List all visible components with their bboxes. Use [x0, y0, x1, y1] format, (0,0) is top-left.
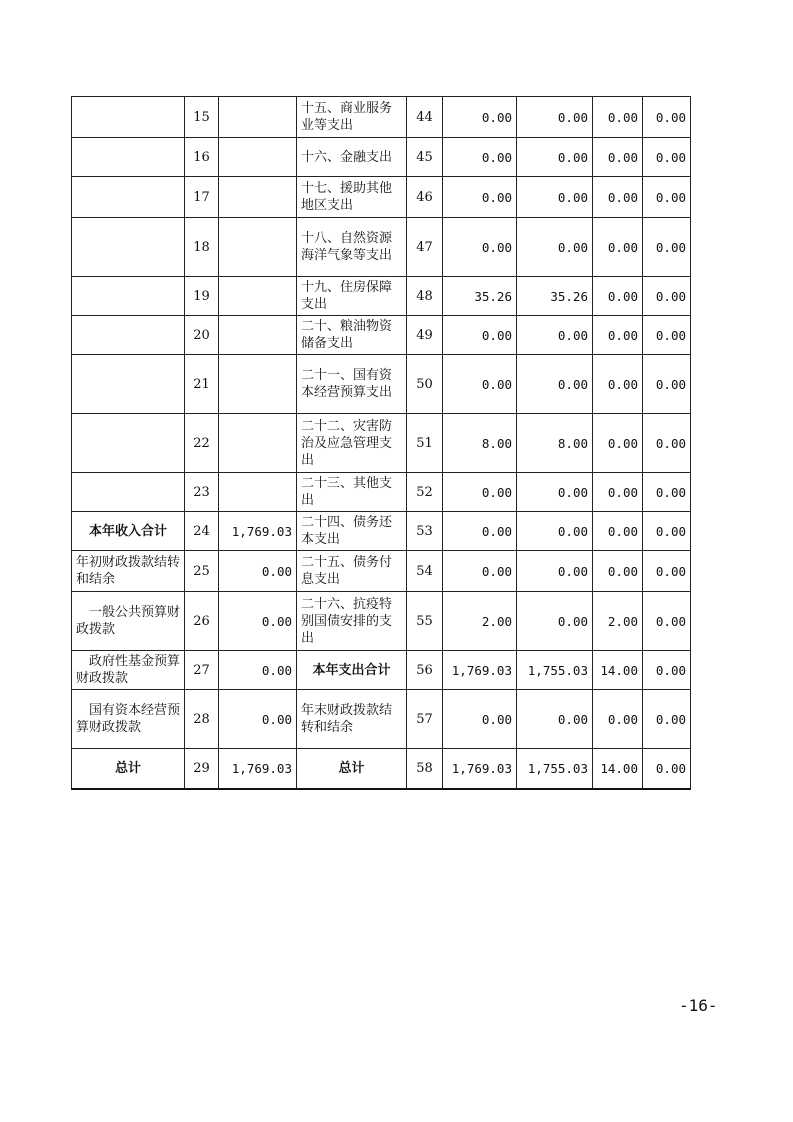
- income-row-number: 22: [185, 414, 219, 473]
- expense-fund-budget: 0.00: [593, 690, 643, 749]
- income-label: 总计: [72, 749, 185, 789]
- income-row-number: 16: [185, 138, 219, 177]
- expense-label: 二十四、债务还本支出: [297, 512, 407, 551]
- income-amount: [219, 414, 297, 473]
- income-label: [72, 316, 185, 355]
- table-row: [72, 97, 691, 138]
- expense-row-number: 44: [407, 97, 443, 138]
- expense-state-capital: 0.00: [643, 316, 691, 355]
- income-amount: [219, 473, 297, 512]
- income-label: 一般公共预算财政拨款: [72, 592, 185, 651]
- income-label: 年初财政拨款结转和结余: [72, 551, 185, 592]
- income-label: [72, 414, 185, 473]
- expense-fund-budget: 0.00: [593, 551, 643, 592]
- expense-fund-budget: 14.00: [593, 749, 643, 789]
- expense-total: 1,769.03: [443, 749, 517, 789]
- expense-label: 总计: [297, 749, 407, 789]
- income-amount: [219, 218, 297, 277]
- income-amount: 1,769.03: [219, 749, 297, 789]
- expense-row-number: 46: [407, 177, 443, 218]
- expense-fund-budget: 0.00: [593, 97, 643, 138]
- expense-state-capital: 0.00: [643, 97, 691, 138]
- income-label: 政府性基金预算财政拨款: [72, 651, 185, 690]
- table-row: [72, 177, 691, 218]
- expense-label: 十七、援助其他地区支出: [297, 177, 407, 218]
- expense-general-budget: 1,755.03: [517, 651, 593, 690]
- expense-total: 0.00: [443, 355, 517, 414]
- expense-label: 二十二、灾害防治及应急管理支出: [297, 414, 407, 473]
- income-amount: [219, 277, 297, 316]
- expense-total: 0.00: [443, 473, 517, 512]
- expense-general-budget: 0.00: [517, 138, 593, 177]
- expense-general-budget: 1,755.03: [517, 749, 593, 789]
- expense-state-capital: 0.00: [643, 551, 691, 592]
- income-label: [72, 218, 185, 277]
- income-label: [72, 473, 185, 512]
- expense-fund-budget: 2.00: [593, 592, 643, 651]
- budget-table: [71, 96, 691, 790]
- expense-state-capital: 0.00: [643, 277, 691, 316]
- expense-state-capital: 0.00: [643, 177, 691, 218]
- expense-label: 二十六、抗疫特别国债安排的支出: [297, 592, 407, 651]
- table-row: [72, 138, 691, 177]
- expense-row-number: 56: [407, 651, 443, 690]
- table-row: [72, 651, 691, 690]
- expense-fund-budget: 0.00: [593, 473, 643, 512]
- expense-label: 十六、金融支出: [297, 138, 407, 177]
- expense-label: 年末财政拨款结转和结余: [297, 690, 407, 749]
- expense-label: 二十三、其他支出: [297, 473, 407, 512]
- expense-total: 0.00: [443, 177, 517, 218]
- expense-state-capital: 0.00: [643, 355, 691, 414]
- income-label: [72, 355, 185, 414]
- table-row: [72, 218, 691, 277]
- income-amount: [219, 355, 297, 414]
- income-row-number: 28: [185, 690, 219, 749]
- expense-state-capital: 0.00: [643, 218, 691, 277]
- income-label: 国有资本经营预算财政拨款: [72, 690, 185, 749]
- income-row-number: 18: [185, 218, 219, 277]
- expense-state-capital: 0.00: [643, 749, 691, 789]
- income-amount: [219, 316, 297, 355]
- expense-state-capital: 0.00: [643, 473, 691, 512]
- expense-general-budget: 0.00: [517, 355, 593, 414]
- income-amount: 1,769.03: [219, 512, 297, 551]
- expense-row-number: 58: [407, 749, 443, 789]
- expense-total: 0.00: [443, 551, 517, 592]
- expense-general-budget: 0.00: [517, 551, 593, 592]
- expense-fund-budget: 0.00: [593, 316, 643, 355]
- table-row: [72, 512, 691, 551]
- expense-state-capital: 0.00: [643, 138, 691, 177]
- income-amount: [219, 177, 297, 218]
- table-row: [72, 414, 691, 473]
- expense-general-budget: 0.00: [517, 97, 593, 138]
- expense-fund-budget: 0.00: [593, 355, 643, 414]
- expense-total: 0.00: [443, 690, 517, 749]
- expense-state-capital: 0.00: [643, 690, 691, 749]
- expense-label: 二十一、国有资本经营预算支出: [297, 355, 407, 414]
- income-row-number: 25: [185, 551, 219, 592]
- expense-general-budget: 0.00: [517, 690, 593, 749]
- table-row: [72, 316, 691, 355]
- expense-total: 0.00: [443, 316, 517, 355]
- expense-row-number: 53: [407, 512, 443, 551]
- income-row-number: 21: [185, 355, 219, 414]
- expense-row-number: 50: [407, 355, 443, 414]
- expense-total: 1,769.03: [443, 651, 517, 690]
- expense-row-number: 47: [407, 218, 443, 277]
- expense-row-number: 52: [407, 473, 443, 512]
- expense-general-budget: 0.00: [517, 592, 593, 651]
- expense-general-budget: 0.00: [517, 316, 593, 355]
- expense-state-capital: 0.00: [643, 512, 691, 551]
- income-row-number: 27: [185, 651, 219, 690]
- expense-label: 二十五、债务付息支出: [297, 551, 407, 592]
- expense-row-number: 54: [407, 551, 443, 592]
- table-row: [72, 690, 691, 749]
- expense-total: 2.00: [443, 592, 517, 651]
- table-row: [72, 277, 691, 316]
- expense-row-number: 49: [407, 316, 443, 355]
- expense-label: 本年支出合计: [297, 651, 407, 690]
- table-row: [72, 355, 691, 414]
- income-row-number: 15: [185, 97, 219, 138]
- income-label: [72, 97, 185, 138]
- income-amount: [219, 97, 297, 138]
- expense-total: 0.00: [443, 97, 517, 138]
- income-row-number: 29: [185, 749, 219, 789]
- expense-general-budget: 0.00: [517, 218, 593, 277]
- page-number: -16-: [679, 996, 718, 1015]
- expense-fund-budget: 0.00: [593, 277, 643, 316]
- expense-row-number: 57: [407, 690, 443, 749]
- income-row-number: 19: [185, 277, 219, 316]
- table-row: [72, 749, 691, 789]
- expense-total: 8.00: [443, 414, 517, 473]
- expense-fund-budget: 0.00: [593, 414, 643, 473]
- expense-total: 35.26: [443, 277, 517, 316]
- expense-row-number: 48: [407, 277, 443, 316]
- expense-fund-budget: 0.00: [593, 138, 643, 177]
- income-amount: 0.00: [219, 551, 297, 592]
- table-row: [72, 551, 691, 592]
- expense-total: 0.00: [443, 138, 517, 177]
- expense-state-capital: 0.00: [643, 592, 691, 651]
- income-label: [72, 177, 185, 218]
- expense-row-number: 55: [407, 592, 443, 651]
- income-amount: [219, 138, 297, 177]
- expense-total: 0.00: [443, 218, 517, 277]
- expense-general-budget: 0.00: [517, 512, 593, 551]
- expense-total: 0.00: [443, 512, 517, 551]
- income-amount: 0.00: [219, 651, 297, 690]
- income-amount: 0.00: [219, 690, 297, 749]
- table-row: [72, 592, 691, 651]
- expense-state-capital: 0.00: [643, 414, 691, 473]
- income-row-number: 23: [185, 473, 219, 512]
- income-label: [72, 138, 185, 177]
- table-row: [72, 473, 691, 512]
- expense-general-budget: 0.00: [517, 473, 593, 512]
- expense-label: 十五、商业服务业等支出: [297, 97, 407, 138]
- income-label: 本年收入合计: [72, 512, 185, 551]
- expense-fund-budget: 0.00: [593, 218, 643, 277]
- expense-label: 二十、粮油物资储备支出: [297, 316, 407, 355]
- income-label: [72, 277, 185, 316]
- expense-general-budget: 8.00: [517, 414, 593, 473]
- income-row-number: 26: [185, 592, 219, 651]
- income-row-number: 20: [185, 316, 219, 355]
- income-row-number: 24: [185, 512, 219, 551]
- expense-row-number: 45: [407, 138, 443, 177]
- expense-state-capital: 0.00: [643, 651, 691, 690]
- expense-fund-budget: 0.00: [593, 177, 643, 218]
- income-amount: 0.00: [219, 592, 297, 651]
- expense-label: 十八、自然资源海洋气象等支出: [297, 218, 407, 277]
- expense-general-budget: 35.26: [517, 277, 593, 316]
- expense-label: 十九、住房保障支出: [297, 277, 407, 316]
- expense-fund-budget: 14.00: [593, 651, 643, 690]
- expense-fund-budget: 0.00: [593, 512, 643, 551]
- expense-row-number: 51: [407, 414, 443, 473]
- income-row-number: 17: [185, 177, 219, 218]
- expense-general-budget: 0.00: [517, 177, 593, 218]
